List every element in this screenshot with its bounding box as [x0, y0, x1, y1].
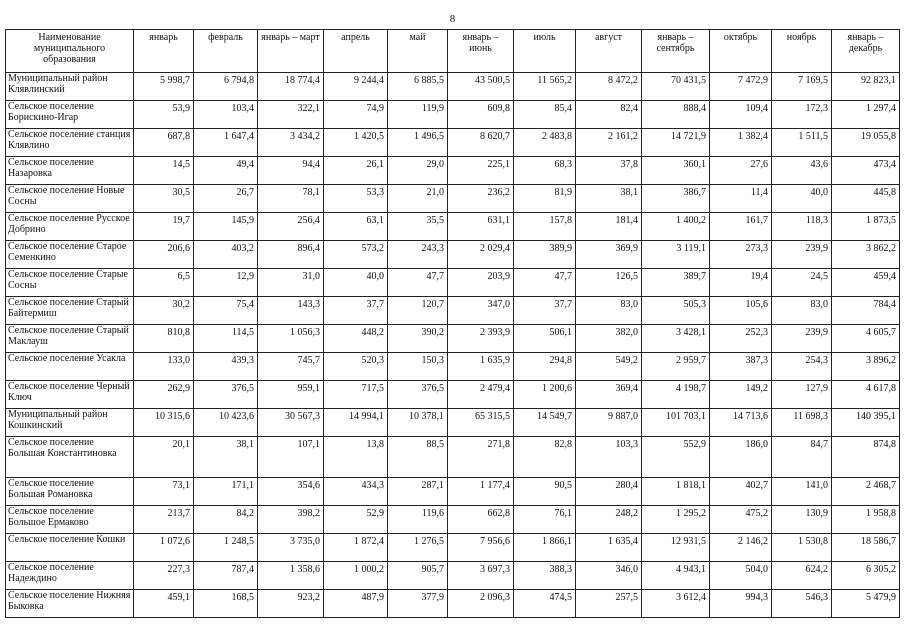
table-row	[6, 129, 900, 157]
value-cell: 65 315,5	[448, 409, 514, 437]
value-cell: 19,7	[134, 213, 194, 241]
value-cell: 52,9	[324, 506, 388, 534]
value-cell: 1 873,5	[832, 213, 900, 241]
value-cell: 1 866,1	[514, 534, 576, 562]
value-cell: 38,1	[576, 185, 642, 213]
value-cell: 10 378,1	[388, 409, 448, 437]
value-cell: 145,9	[194, 213, 258, 241]
value-cell: 119,9	[388, 101, 448, 129]
value-cell: 26,7	[194, 185, 258, 213]
value-cell: 1 358,6	[258, 562, 324, 590]
value-cell: 549,2	[576, 353, 642, 381]
value-cell: 4 617,8	[832, 381, 900, 409]
value-cell: 157,8	[514, 213, 576, 241]
table-row	[6, 353, 900, 381]
row-name-cell: Сельское поселение Надеждино	[6, 562, 134, 590]
value-cell: 103,4	[194, 101, 258, 129]
value-cell: 2 161,2	[576, 129, 642, 157]
value-cell: 43 500,5	[448, 73, 514, 101]
value-cell: 631,1	[448, 213, 514, 241]
value-cell: 347,0	[448, 297, 514, 325]
value-cell: 43,6	[772, 157, 832, 185]
column-header: январь	[134, 30, 194, 73]
row-name-cell: Сельское поселение Черный Ключ	[6, 381, 134, 409]
value-cell: 473,4	[832, 157, 900, 185]
value-cell: 3 428,1	[642, 325, 710, 353]
value-cell: 1 511,5	[772, 129, 832, 157]
table-row	[6, 534, 900, 562]
value-cell: 127,9	[772, 381, 832, 409]
value-cell: 389,9	[514, 241, 576, 269]
table-row	[6, 325, 900, 353]
value-cell: 181,4	[576, 213, 642, 241]
value-cell: 47,7	[514, 269, 576, 297]
value-cell: 2 393,9	[448, 325, 514, 353]
value-cell: 5 998,7	[134, 73, 194, 101]
value-cell: 30 567,3	[258, 409, 324, 437]
value-cell: 161,7	[710, 213, 772, 241]
value-cell: 2 146,2	[710, 534, 772, 562]
value-cell: 662,8	[448, 506, 514, 534]
value-cell: 172,3	[772, 101, 832, 129]
value-cell: 2 483,8	[514, 129, 576, 157]
value-cell: 546,3	[772, 590, 832, 618]
value-cell: 37,8	[576, 157, 642, 185]
value-cell: 369,4	[576, 381, 642, 409]
row-name-cell: Сельское поселение Новые Сосны	[6, 185, 134, 213]
value-cell: 402,7	[710, 478, 772, 506]
value-cell: 1 000,2	[324, 562, 388, 590]
value-cell: 243,3	[388, 241, 448, 269]
value-cell: 171,1	[194, 478, 258, 506]
column-header: январь – сентябрь	[642, 30, 710, 73]
value-cell: 624,2	[772, 562, 832, 590]
row-name-cell: Сельское поселение Старый Маклауш	[6, 325, 134, 353]
value-cell: 105,6	[710, 297, 772, 325]
value-cell: 2 959,7	[642, 353, 710, 381]
value-cell: 11,4	[710, 185, 772, 213]
value-cell: 21,0	[388, 185, 448, 213]
value-cell: 7 472,9	[710, 73, 772, 101]
value-cell: 3 612,4	[642, 590, 710, 618]
value-cell: 203,9	[448, 269, 514, 297]
row-name-cell: Сельское поселение Старые Сосны	[6, 269, 134, 297]
value-cell: 3 862,2	[832, 241, 900, 269]
value-cell: 94,4	[258, 157, 324, 185]
value-cell: 75,4	[194, 297, 258, 325]
value-cell: 1 635,4	[576, 534, 642, 562]
value-cell: 474,5	[514, 590, 576, 618]
value-cell: 83,0	[772, 297, 832, 325]
value-cell: 3 697,3	[448, 562, 514, 590]
table-row	[6, 437, 900, 478]
value-cell: 4 943,1	[642, 562, 710, 590]
column-header: январь – декабрь	[832, 30, 900, 73]
value-cell: 445,8	[832, 185, 900, 213]
value-cell: 27,6	[710, 157, 772, 185]
value-cell: 1 647,4	[194, 129, 258, 157]
value-cell: 133,0	[134, 353, 194, 381]
value-cell: 49,4	[194, 157, 258, 185]
column-header: февраль	[194, 30, 258, 73]
value-cell: 6,5	[134, 269, 194, 297]
value-cell: 9 887,0	[576, 409, 642, 437]
page-number: 8	[449, 13, 456, 25]
value-cell: 1 200,6	[514, 381, 576, 409]
table-row	[6, 590, 900, 618]
value-cell: 168,5	[194, 590, 258, 618]
value-cell: 609,8	[448, 101, 514, 129]
value-cell: 1 496,5	[388, 129, 448, 157]
row-name-cell: Сельское поселение Большая Романовка	[6, 478, 134, 506]
column-header: июль	[514, 30, 576, 73]
value-cell: 398,2	[258, 506, 324, 534]
value-cell: 3 434,2	[258, 129, 324, 157]
row-name-cell: Сельское поселение Борискино-Игар	[6, 101, 134, 129]
value-cell: 386,7	[642, 185, 710, 213]
value-cell: 186,0	[710, 437, 772, 478]
value-cell: 239,9	[772, 241, 832, 269]
header-row	[6, 30, 900, 73]
value-cell: 1 248,5	[194, 534, 258, 562]
value-cell: 78,1	[258, 185, 324, 213]
value-cell: 150,3	[388, 353, 448, 381]
row-name-cell: Сельское поселение станция Клявлино	[6, 129, 134, 157]
value-cell: 3 119,1	[642, 241, 710, 269]
value-cell: 114,5	[194, 325, 258, 353]
value-cell: 35,5	[388, 213, 448, 241]
value-cell: 81,9	[514, 185, 576, 213]
value-cell: 6 885,5	[388, 73, 448, 101]
value-cell: 2 029,4	[448, 241, 514, 269]
row-name-cell: Сельское поселение Усакла	[6, 353, 134, 381]
value-cell: 787,4	[194, 562, 258, 590]
value-cell: 475,2	[710, 506, 772, 534]
value-cell: 143,3	[258, 297, 324, 325]
value-cell: 239,9	[772, 325, 832, 353]
column-header: январь – июнь	[448, 30, 514, 73]
value-cell: 85,4	[514, 101, 576, 129]
row-name-cell: Муниципальный район Кошкинский	[6, 409, 134, 437]
data-table	[5, 29, 900, 618]
value-cell: 390,2	[388, 325, 448, 353]
table-row	[6, 213, 900, 241]
table-row	[6, 269, 900, 297]
value-cell: 70 431,5	[642, 73, 710, 101]
row-name-cell: Сельское поселение Русское Добрино	[6, 213, 134, 241]
value-cell: 74,9	[324, 101, 388, 129]
table-row	[6, 157, 900, 185]
value-cell: 459,1	[134, 590, 194, 618]
column-header: апрель	[324, 30, 388, 73]
value-cell: 1 056,3	[258, 325, 324, 353]
value-cell: 90,5	[514, 478, 576, 506]
value-cell: 994,3	[710, 590, 772, 618]
table-row	[6, 73, 900, 101]
table-row	[6, 562, 900, 590]
value-cell: 354,6	[258, 478, 324, 506]
value-cell: 10 423,6	[194, 409, 258, 437]
value-cell: 63,1	[324, 213, 388, 241]
value-cell: 11 698,3	[772, 409, 832, 437]
value-cell: 18 774,4	[258, 73, 324, 101]
value-cell: 88,5	[388, 437, 448, 478]
value-cell: 213,7	[134, 506, 194, 534]
column-header: январь – март	[258, 30, 324, 73]
value-cell: 254,3	[772, 353, 832, 381]
value-cell: 7 169,5	[772, 73, 832, 101]
value-cell: 53,9	[134, 101, 194, 129]
table-body	[6, 73, 900, 618]
value-cell: 573,2	[324, 241, 388, 269]
value-cell: 24,5	[772, 269, 832, 297]
value-cell: 439,3	[194, 353, 258, 381]
value-cell: 552,9	[642, 437, 710, 478]
value-cell: 84,7	[772, 437, 832, 478]
value-cell: 273,3	[710, 241, 772, 269]
value-cell: 68,3	[514, 157, 576, 185]
value-cell: 346,0	[576, 562, 642, 590]
table-row	[6, 241, 900, 269]
value-cell: 717,5	[324, 381, 388, 409]
value-cell: 119,6	[388, 506, 448, 534]
value-cell: 53,3	[324, 185, 388, 213]
value-cell: 7 956,6	[448, 534, 514, 562]
value-cell: 12,9	[194, 269, 258, 297]
value-cell: 1 530,8	[772, 534, 832, 562]
value-cell: 369,9	[576, 241, 642, 269]
value-cell: 874,8	[832, 437, 900, 478]
value-cell: 82,8	[514, 437, 576, 478]
value-cell: 3 735,0	[258, 534, 324, 562]
value-cell: 2 468,7	[832, 478, 900, 506]
column-header: октябрь	[710, 30, 772, 73]
value-cell: 382,0	[576, 325, 642, 353]
value-cell: 31,0	[258, 269, 324, 297]
value-cell: 14 721,9	[642, 129, 710, 157]
value-cell: 14 713,6	[710, 409, 772, 437]
value-cell: 37,7	[324, 297, 388, 325]
value-cell: 14,5	[134, 157, 194, 185]
value-cell: 6 305,2	[832, 562, 900, 590]
value-cell: 1 276,5	[388, 534, 448, 562]
value-cell: 6 794,8	[194, 73, 258, 101]
table-row	[6, 297, 900, 325]
value-cell: 140 395,1	[832, 409, 900, 437]
table-header	[6, 30, 900, 73]
value-cell: 1 382,4	[710, 129, 772, 157]
row-name-cell: Сельское поселение Старый Байтермиш	[6, 297, 134, 325]
table-row	[6, 478, 900, 506]
value-cell: 120,7	[388, 297, 448, 325]
value-cell: 101 703,1	[642, 409, 710, 437]
value-cell: 294,8	[514, 353, 576, 381]
value-cell: 19 055,8	[832, 129, 900, 157]
table-row	[6, 506, 900, 534]
value-cell: 287,1	[388, 478, 448, 506]
value-cell: 888,4	[642, 101, 710, 129]
value-cell: 40,0	[324, 269, 388, 297]
value-cell: 376,5	[194, 381, 258, 409]
column-header: август	[576, 30, 642, 73]
value-cell: 13,8	[324, 437, 388, 478]
value-cell: 687,8	[134, 129, 194, 157]
value-cell: 1 420,5	[324, 129, 388, 157]
value-cell: 4 605,7	[832, 325, 900, 353]
value-cell: 73,1	[134, 478, 194, 506]
value-cell: 149,2	[710, 381, 772, 409]
value-cell: 5 479,9	[832, 590, 900, 618]
table-row	[6, 101, 900, 129]
value-cell: 225,1	[448, 157, 514, 185]
value-cell: 905,7	[388, 562, 448, 590]
value-cell: 118,3	[772, 213, 832, 241]
value-cell: 126,5	[576, 269, 642, 297]
value-cell: 360,1	[642, 157, 710, 185]
value-cell: 141,0	[772, 478, 832, 506]
value-cell: 12 931,5	[642, 534, 710, 562]
value-cell: 506,1	[514, 325, 576, 353]
value-cell: 84,2	[194, 506, 258, 534]
column-header-name: Наименование муниципального образования	[6, 30, 134, 73]
value-cell: 1 958,8	[832, 506, 900, 534]
value-cell: 8 620,7	[448, 129, 514, 157]
value-cell: 4 198,7	[642, 381, 710, 409]
value-cell: 403,2	[194, 241, 258, 269]
value-cell: 14 994,1	[324, 409, 388, 437]
value-cell: 1 400,2	[642, 213, 710, 241]
row-name-cell: Сельское поселение Нижняя Быковка	[6, 590, 134, 618]
value-cell: 504,0	[710, 562, 772, 590]
value-cell: 19,4	[710, 269, 772, 297]
value-cell: 1 635,9	[448, 353, 514, 381]
value-cell: 82,4	[576, 101, 642, 129]
value-cell: 459,4	[832, 269, 900, 297]
value-cell: 959,1	[258, 381, 324, 409]
value-cell: 38,1	[194, 437, 258, 478]
table-row	[6, 381, 900, 409]
value-cell: 130,9	[772, 506, 832, 534]
value-cell: 1 177,4	[448, 478, 514, 506]
value-cell: 810,8	[134, 325, 194, 353]
value-cell: 107,1	[258, 437, 324, 478]
value-cell: 11 565,2	[514, 73, 576, 101]
value-cell: 14 549,7	[514, 409, 576, 437]
value-cell: 256,4	[258, 213, 324, 241]
value-cell: 83,0	[576, 297, 642, 325]
value-cell: 248,2	[576, 506, 642, 534]
value-cell: 923,2	[258, 590, 324, 618]
value-cell: 76,1	[514, 506, 576, 534]
value-cell: 1 872,4	[324, 534, 388, 562]
value-cell: 1 818,1	[642, 478, 710, 506]
value-cell: 745,7	[258, 353, 324, 381]
value-cell: 37,7	[514, 297, 576, 325]
value-cell: 47,7	[388, 269, 448, 297]
value-cell: 9 244,4	[324, 73, 388, 101]
row-name-cell: Сельское поселение Большое Ермаково	[6, 506, 134, 534]
value-cell: 29,0	[388, 157, 448, 185]
value-cell: 18 586,7	[832, 534, 900, 562]
value-cell: 236,2	[448, 185, 514, 213]
value-cell: 103,3	[576, 437, 642, 478]
row-name-cell: Сельское поселение Большая Константиновка	[6, 437, 134, 478]
value-cell: 377,9	[388, 590, 448, 618]
value-cell: 2 479,4	[448, 381, 514, 409]
value-cell: 387,3	[710, 353, 772, 381]
value-cell: 784,4	[832, 297, 900, 325]
value-cell: 388,3	[514, 562, 576, 590]
value-cell: 520,3	[324, 353, 388, 381]
value-cell: 26,1	[324, 157, 388, 185]
value-cell: 92 823,1	[832, 73, 900, 101]
value-cell: 1 072,6	[134, 534, 194, 562]
value-cell: 10 315,6	[134, 409, 194, 437]
value-cell: 1 297,4	[832, 101, 900, 129]
value-cell: 30,2	[134, 297, 194, 325]
value-cell: 505,3	[642, 297, 710, 325]
row-name-cell: Сельское поселение Назаровка	[6, 157, 134, 185]
value-cell: 389,7	[642, 269, 710, 297]
row-name-cell: Муниципальный район Клявлинский	[6, 73, 134, 101]
value-cell: 252,3	[710, 325, 772, 353]
value-cell: 434,3	[324, 478, 388, 506]
value-cell: 40,0	[772, 185, 832, 213]
column-header: май	[388, 30, 448, 73]
table-row	[6, 409, 900, 437]
row-name-cell: Сельское поселение Старое Семенкино	[6, 241, 134, 269]
value-cell: 8 472,2	[576, 73, 642, 101]
value-cell: 20,1	[134, 437, 194, 478]
value-cell: 3 896,2	[832, 353, 900, 381]
value-cell: 262,9	[134, 381, 194, 409]
value-cell: 1 295,2	[642, 506, 710, 534]
value-cell: 896,4	[258, 241, 324, 269]
table-row	[6, 185, 900, 213]
value-cell: 30,5	[134, 185, 194, 213]
value-cell: 322,1	[258, 101, 324, 129]
value-cell: 257,5	[576, 590, 642, 618]
value-cell: 487,9	[324, 590, 388, 618]
value-cell: 271,8	[448, 437, 514, 478]
value-cell: 109,4	[710, 101, 772, 129]
value-cell: 2 096,3	[448, 590, 514, 618]
value-cell: 280,4	[576, 478, 642, 506]
row-name-cell: Сельское поселение Кошки	[6, 534, 134, 562]
value-cell: 448,2	[324, 325, 388, 353]
value-cell: 227,3	[134, 562, 194, 590]
value-cell: 206,6	[134, 241, 194, 269]
value-cell: 376,5	[388, 381, 448, 409]
column-header: ноябрь	[772, 30, 832, 73]
